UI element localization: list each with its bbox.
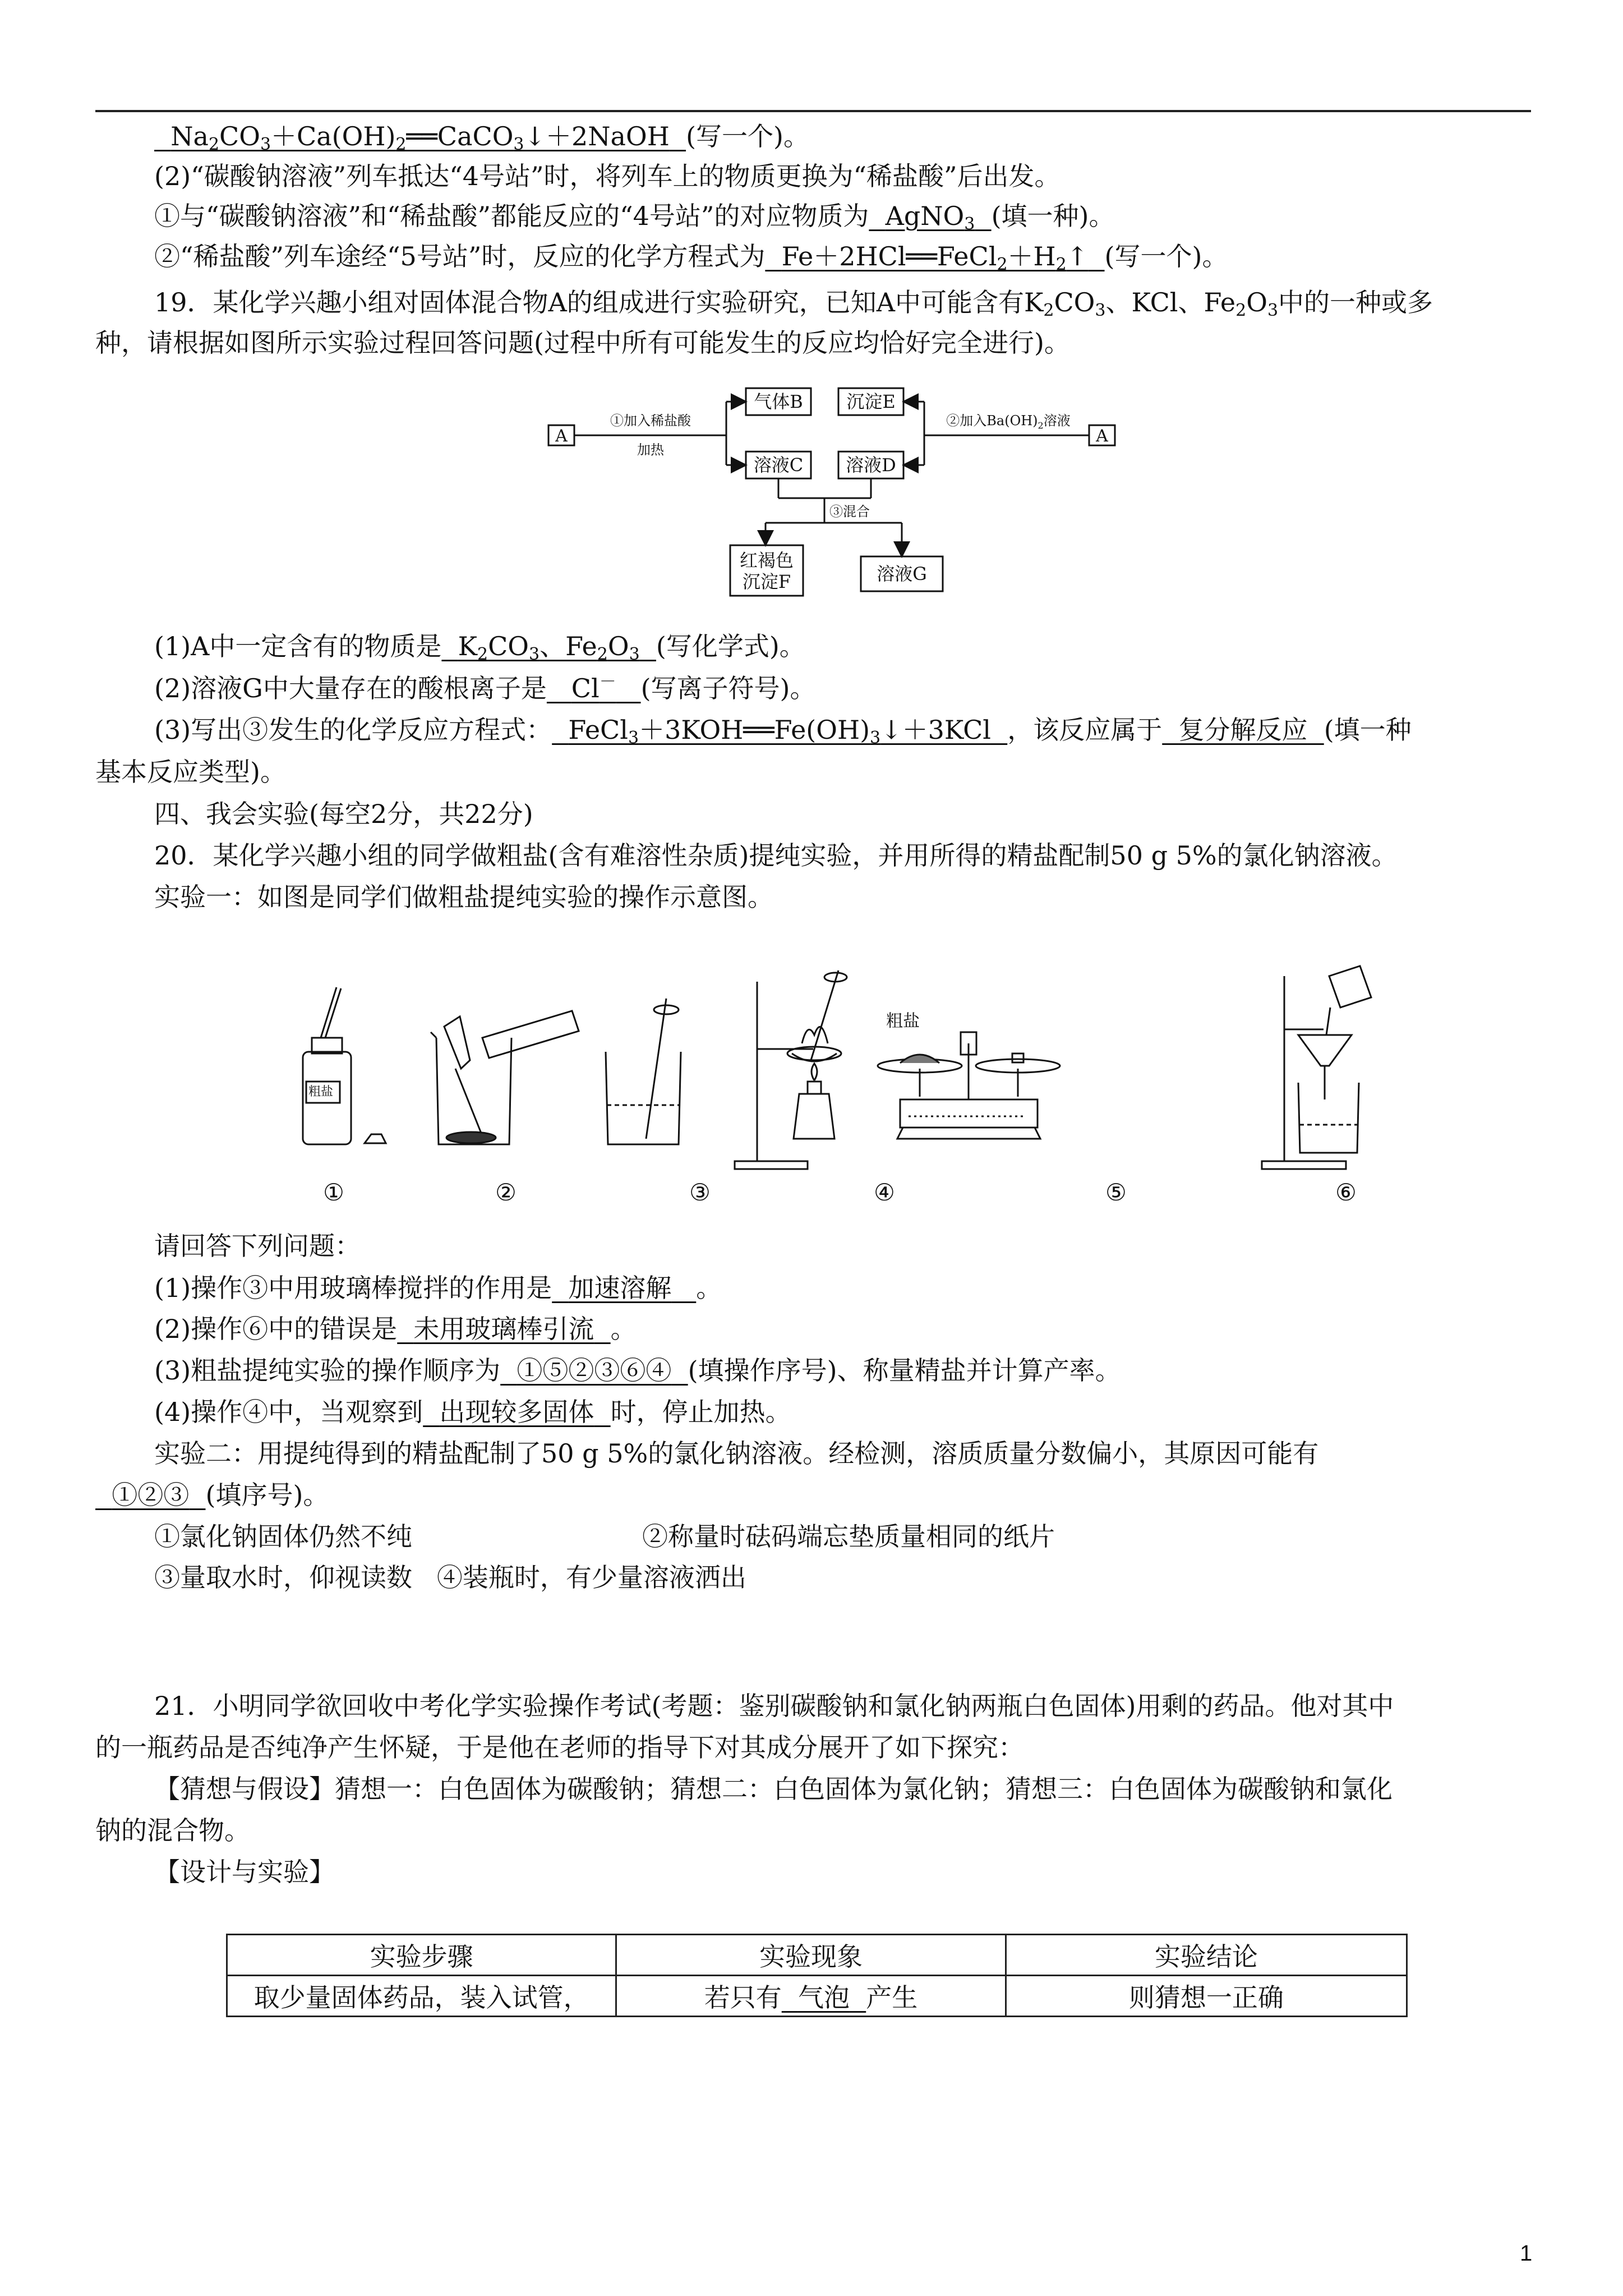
- q21-stem-2: 的一瓶药品是否纯净产生怀疑，于是他在老师的指导下对其成分展开了如下探究：: [95, 1732, 1024, 1763]
- fig-label-4: ④: [874, 1179, 895, 1206]
- q19-flow-diagram: [538, 376, 1144, 606]
- ppt-f-label-1: 红褐色: [739, 550, 794, 571]
- balance-icon: [878, 1032, 1060, 1139]
- fig-label-6: ⑥: [1335, 1179, 1357, 1206]
- q20-option-2: ②称量时砝码端忘垫质量相同的纸片: [642, 1521, 1055, 1552]
- sol-g-label: 溶液G: [877, 563, 927, 585]
- q19-answer-2-line: (2)溶液G中大量存在的酸根离子是 Cl－ (写离子符号)。: [154, 672, 816, 703]
- fig-label-2: ②: [495, 1179, 517, 1206]
- fig-label-1: ①: [323, 1179, 344, 1206]
- q18-line-3: ①与“碳酸钠溶液”和“稀盐酸”都能反应的“4号站”的对应物质为 AgNO$_3$ (填一种)。: [154, 201, 1115, 234]
- step2-label: ②加入$Ba(OH)_2$溶液: [946, 413, 1071, 431]
- reagent-jar-icon: [303, 987, 386, 1144]
- filtration-setup-icon: [1262, 966, 1371, 1169]
- step1-condition: 加热: [637, 442, 664, 458]
- q20-option-1: ①氯化钠固体仍然不纯: [154, 1521, 412, 1552]
- q19-answer-3-line: (3)写出③发生的化学反应方程式： $FeCl_3+3KOH══Fe(OH)_3↓+3KCl$ ，该反应属于 复分解反应 (填一种: [154, 715, 1412, 748]
- q20-answer-2-line: (2)操作⑥中的错误是 未用玻璃棒引流 。: [154, 1314, 637, 1344]
- q21-hypothesis-2: 钠的混合物。: [95, 1815, 250, 1846]
- q20-experiment-2-answer-line: ①②③ (填序号)。: [95, 1478, 329, 1512]
- table-header-conclusion: 实验结论: [1006, 1935, 1407, 1976]
- salt-purification-figure: [292, 954, 1441, 1217]
- table-header-observation: 实验现象: [616, 1935, 1006, 1976]
- experiment-table: [226, 1934, 1408, 2017]
- balance-label: 粗盐: [886, 1011, 920, 1031]
- ppt-e-label: 沉淀E: [846, 391, 896, 412]
- q20-answer-3-line: (3)粗盐提纯实验的操作顺序为 ①⑤②③⑥④ (填操作序号)、称量精盐并计算产率。: [154, 1355, 1121, 1386]
- q20-answer-4-line: (4)操作④中，当观察到 出现较多固体 时，停止加热。: [154, 1397, 791, 1427]
- evaporation-setup-icon: [735, 970, 847, 1169]
- q19-answer-3: $FeCl_3+3KOH══Fe(OH)_3↓+3KCl$: [568, 715, 991, 748]
- q19-answer-1-line: (1)A中一定含有的物质是 $K_2CO_3$、$Fe_2O_3$ (写化学式)。: [154, 631, 805, 664]
- q20-experiment-2: 实验二：用提纯得到的精盐配制了50 g 5%的氯化钠溶液。经检测，溶质质量分数偏小，其原因可能有: [154, 1438, 1319, 1469]
- step1-label: ①加入稀盐酸: [610, 413, 691, 429]
- gas-b-label: 气体B: [754, 391, 803, 412]
- q20-answer-5: ①②③: [112, 1480, 190, 1510]
- table-header-step: 实验步骤: [227, 1935, 616, 1976]
- q20-answer-2: 未用玻璃棒引流: [413, 1314, 594, 1344]
- q19-answer-1: $K_2CO_3$、$Fe_2O_3$: [458, 631, 640, 664]
- table-cell-step: 取少量固体药品，装入试管，: [227, 1976, 616, 2017]
- dissolve-step-icon: [431, 1011, 579, 1144]
- jar-label: 粗盐: [308, 1085, 334, 1099]
- q18-line-2: (2)“碳酸钠溶液”列车抵达“4号站”时，将列车上的物质更换为“稀盐酸”后出发。: [154, 161, 1061, 191]
- q21-design-heading: 【设计与实验】: [154, 1857, 335, 1887]
- q21-stem-1: 21．小明同学欲回收中考化学实验操作考试(考题：鉴别碳酸钠和氯化钠两瓶白色固体)用剩的药品。他对其中: [154, 1691, 1394, 1721]
- page-number: 1: [1520, 2241, 1533, 2266]
- q21-hypothesis-1: 【猜想与假设】猜想一：白色固体为碳酸钠；猜想二：白色固体为氯化钠；猜想三：白色固体为碳酸钠和氯化: [154, 1774, 1393, 1804]
- q18-answer-3: $Fe+2HCl══FeCl_2+H_2↑$: [781, 241, 1089, 274]
- q18-answer-1: $Na_2CO_3+Ca(OH)_2══CaCO_3↓+2NaOH$: [170, 121, 670, 154]
- section-4-heading: 四、我会实验(每空2分，共22分): [154, 799, 533, 829]
- step3-label: ③混合: [829, 504, 870, 519]
- sol-c-label: 溶液C: [753, 454, 804, 476]
- q19-answer-4: 复分解反应: [1178, 715, 1308, 745]
- q20-answer-4: 出现较多固体: [439, 1397, 594, 1427]
- q19-answer-2: Cl－: [571, 672, 616, 703]
- table-header-row: [227, 1935, 1407, 1976]
- q20-answer-3: ①⑤②③⑥④: [517, 1355, 672, 1386]
- q19-stem-line-2: 种，请根据如图所示实验过程回答问题(过程中所有可能发生的反应均恰好完全进行)。: [95, 328, 1070, 358]
- table-cell-observation: 若只有 气泡 产生: [616, 1976, 1006, 2017]
- q19-answer-3-line-2: 基本反应类型)。: [95, 757, 286, 787]
- q19-stem-line-1: 19．某化学兴趣小组对固体混合物A的组成进行实验研究，已知A中可能含有$K_2CO_3$、KCl、$Fe_2O_3$中的一种或多: [154, 287, 1433, 320]
- stirring-beaker-icon: [606, 999, 681, 1144]
- q18-answer-2: AgNO$_3$: [885, 201, 975, 234]
- q20-options-3-4: ③量取水时，仰视读数 ④装瓶时，有少量溶液洒出: [154, 1562, 746, 1593]
- q20-answer-1: 加速溶解: [568, 1273, 672, 1303]
- sol-d-label: 溶液D: [846, 454, 896, 476]
- q18-line-4: ②“稀盐酸”列车途经“5号站”时，反应的化学方程式为 $Fe+2HCl══FeCl_2+H_2↑$ (写一个)。: [154, 241, 1228, 274]
- a-left-label: A: [555, 426, 568, 446]
- q20-prompt: 请回答下列问题：: [154, 1231, 361, 1261]
- a-right-label: A: [1096, 426, 1108, 446]
- ppt-f-label-2: 沉淀F: [742, 571, 791, 592]
- fig-label-3: ③: [689, 1179, 711, 1206]
- header-rule: [95, 110, 1531, 112]
- q20-answer-1-line: (1)操作③中用玻璃棒搅拌的作用是 加速溶解 。: [154, 1273, 722, 1303]
- q20-experiment-1: 实验一：如图是同学们做粗盐提纯实验的操作示意图。: [154, 882, 773, 912]
- q21-answer-1: 气泡: [797, 1982, 850, 2013]
- q20-stem: 20．某化学兴趣小组的同学做粗盐(含有难溶性杂质)提纯实验，并用所得的精盐配制50 g 5%的氯化钠溶液。: [154, 840, 1398, 871]
- table-cell-conclusion: 则猜想一正确: [1006, 1976, 1407, 2017]
- fig-label-5: ⑤: [1105, 1179, 1127, 1206]
- q18-equation-line: $Na_2CO_3+Ca(OH)_2══CaCO_3↓+2NaOH$ (写一个)。: [154, 119, 809, 154]
- table-row: [227, 1976, 1407, 2017]
